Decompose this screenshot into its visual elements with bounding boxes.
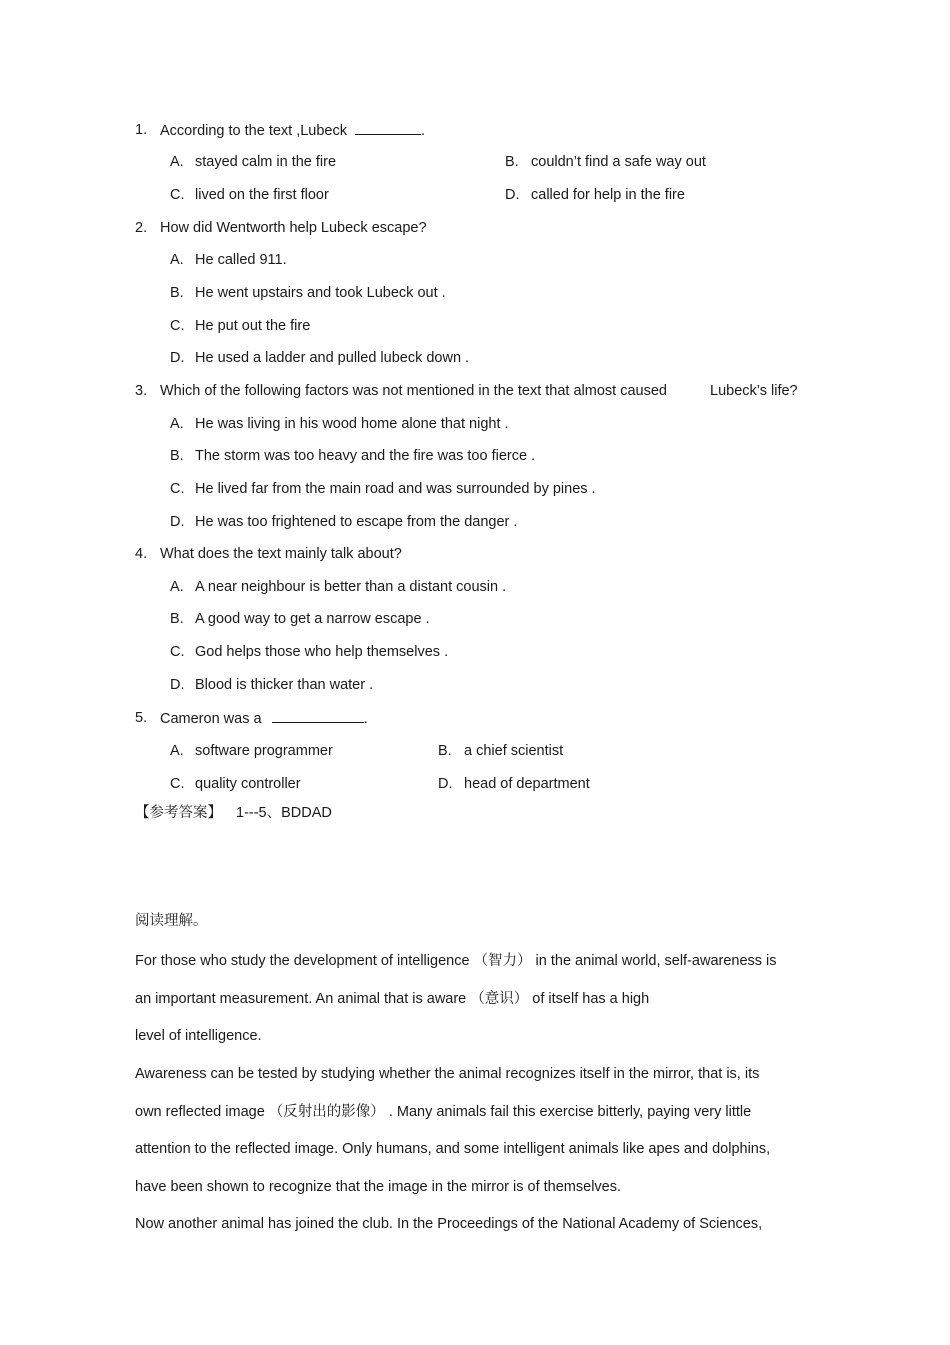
option-text: head of department [464, 776, 590, 792]
question-end: . [421, 123, 426, 139]
question-stem: According to the text ,Lubeck [160, 123, 347, 139]
answer-key-value: 1---5、BDDAD [236, 805, 332, 821]
question-end: . [363, 711, 368, 727]
option-text: He lived far from the main road and was surrounded by pines . [195, 481, 596, 497]
option-letter: D. [170, 514, 185, 530]
option-text: He was too frightened to escape from the danger . [195, 514, 518, 530]
question-number: 5. [135, 710, 148, 726]
option-letter: A. [170, 416, 184, 432]
answer-blank [272, 709, 364, 723]
passage-line: own reflected image （反射出的影像） . Many animals fail this exercise bitterly, paying very little [135, 1104, 752, 1120]
option-letter: B. [505, 154, 519, 170]
question-number: 3. [135, 383, 148, 399]
question-text: What does the text mainly talk about? [160, 546, 402, 562]
option-text: He put out the fire [195, 318, 311, 334]
option-letter: B. [170, 285, 184, 301]
option-text: couldn’t find a safe way out [531, 154, 706, 170]
question-text: Which of the following factors was not mentioned in the text that almost caused [160, 383, 667, 399]
option-text: a chief scientist [464, 743, 564, 759]
option-letter: A. [170, 743, 184, 759]
option-text: He was living in his wood home alone that night . [195, 416, 509, 432]
passage-line: Awareness can be tested by studying whether the animal recognizes itself in the mirror, that is, its [135, 1066, 760, 1082]
question-text: How did Wentworth help Lubeck escape? [160, 220, 427, 236]
option-letter: A. [170, 154, 184, 170]
question-number: 2. [135, 220, 148, 236]
option-letter: D. [170, 350, 185, 366]
option-letter: C. [170, 776, 185, 792]
answer-blank [355, 121, 421, 135]
option-text: lived on the first floor [195, 187, 329, 203]
option-letter: C. [170, 318, 185, 334]
question-stem: Cameron was a [160, 711, 262, 727]
reading-heading: 阅读理解。 [135, 913, 208, 929]
option-letter: B. [170, 448, 184, 464]
option-text: He went upstairs and took Lubeck out . [195, 285, 446, 301]
option-letter: B. [170, 611, 184, 627]
question-text [160, 121, 425, 140]
option-text: Blood is thicker than water . [195, 677, 374, 693]
passage-line: attention to the reflected image. Only humans, and some intelligent animals like apes and dolphins, [135, 1141, 771, 1157]
option-letter: D. [438, 776, 453, 792]
option-text: A good way to get a narrow escape . [195, 611, 430, 627]
option-letter: B. [438, 743, 452, 759]
option-text: software programmer [195, 743, 333, 759]
option-text: He called 911. [195, 252, 287, 268]
answer-key-label: 【参考答案】 [135, 805, 222, 821]
option-text: God helps those who help themselves . [195, 644, 449, 660]
option-text: quality controller [195, 776, 301, 792]
option-text: He used a ladder and pulled lubeck down . [195, 350, 470, 366]
passage-line: Now another animal has joined the club. In the Proceedings of the National Academy of Sciences, [135, 1216, 763, 1232]
passage-line: have been shown to recognize that the image in the mirror is of themselves. [135, 1179, 622, 1195]
option-text: called for help in the fire [531, 187, 685, 203]
option-letter: D. [505, 187, 520, 203]
option-text: stayed calm in the fire [195, 154, 337, 170]
option-letter: C. [170, 187, 185, 203]
option-letter: A. [170, 252, 184, 268]
question-text-end: Lubeck’s life? [710, 383, 798, 399]
option-letter: C. [170, 644, 185, 660]
question-number: 4. [135, 546, 148, 562]
passage-line: For those who study the development of intelligence （智力） in the animal world, self-awareness is [135, 953, 777, 969]
question-number: 1. [135, 122, 148, 138]
option-text: A near neighbour is better than a distant cousin . [195, 579, 507, 595]
passage-line: an important measurement. An animal that is aware （意识） of itself has a high [135, 991, 650, 1007]
option-letter: C. [170, 481, 185, 497]
option-letter: A. [170, 579, 184, 595]
option-text: The storm was too heavy and the fire was too fierce . [195, 448, 536, 464]
option-letter: D. [170, 677, 185, 693]
question-text [160, 709, 368, 728]
passage-line: level of intelligence. [135, 1028, 262, 1044]
